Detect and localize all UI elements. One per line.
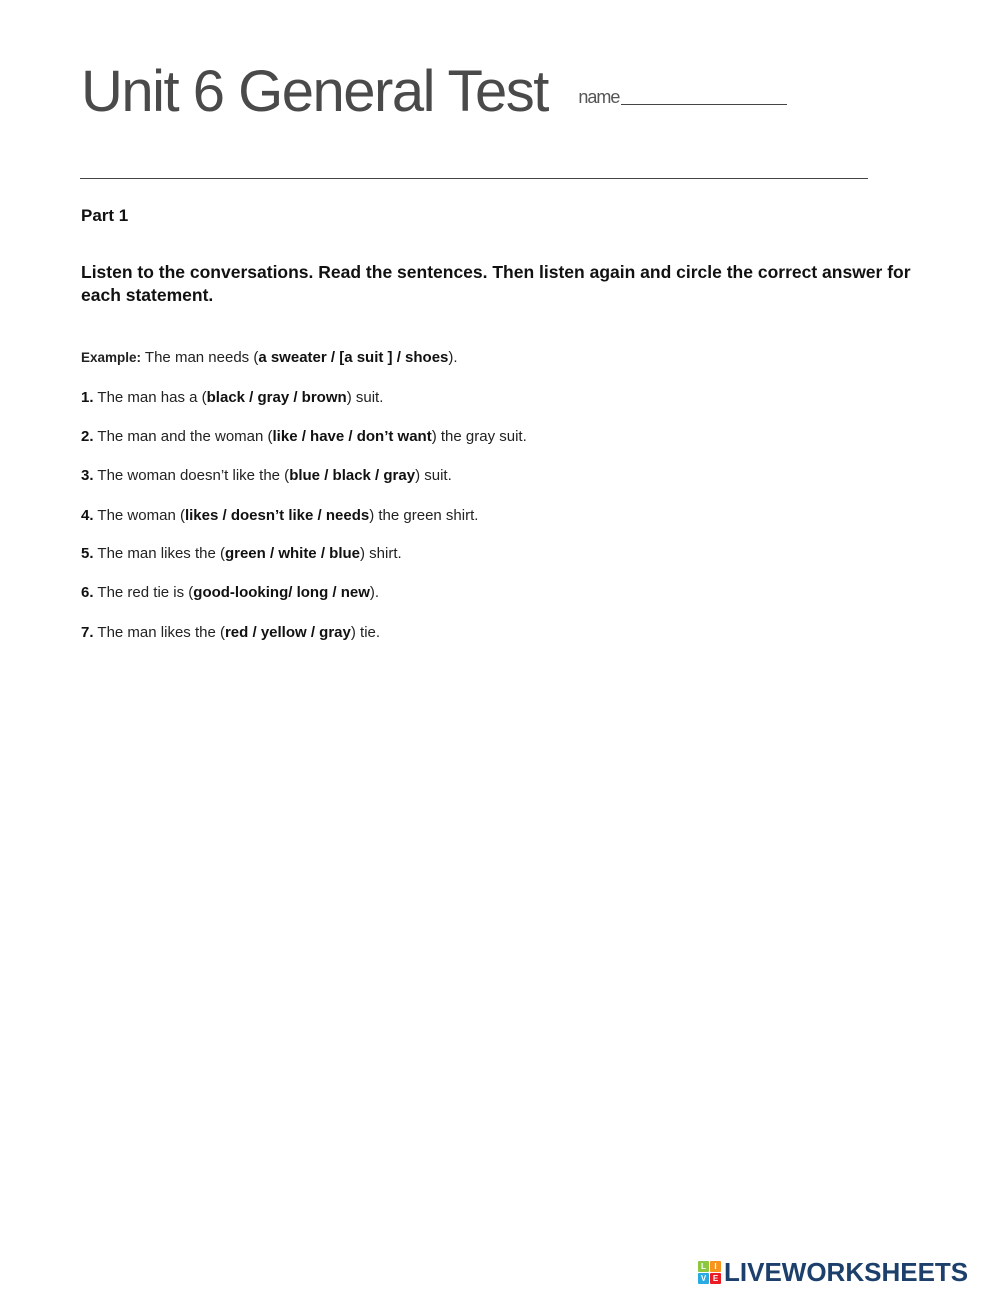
question-4 (81, 507, 478, 524)
logo-text: LIVEWORKSHEETS (724, 1256, 969, 1287)
question-number: 7. (81, 624, 94, 641)
example-sentence (81, 349, 458, 366)
question-post: ) tie. (350, 624, 381, 641)
question-3 (81, 467, 452, 484)
question-options[interactable]: green / white / blue (224, 545, 360, 562)
example-post: ). (448, 349, 458, 366)
question-pre: The red tie is ( (93, 584, 194, 601)
question-number: 5. (81, 545, 94, 562)
question-pre: The woman doesn’t like the ( (93, 467, 290, 484)
question-1 (81, 389, 383, 406)
question-number: 2. (81, 428, 94, 445)
question-6 (81, 584, 379, 601)
question-number: 6. (81, 584, 94, 601)
question-pre: The man and the woman ( (93, 428, 273, 445)
question-options[interactable]: blue / black / gray (289, 467, 416, 484)
question-number: 3. (81, 467, 94, 484)
question-options[interactable]: black / gray / brown (206, 389, 347, 406)
question-post: ) shirt. (360, 545, 402, 562)
logo-letter: V (698, 1273, 709, 1284)
title-row (81, 58, 787, 125)
question-post: ) the gray suit. (431, 428, 527, 445)
question-pre: The man likes the ( (93, 545, 225, 562)
question-options[interactable]: good-looking/ long / new (193, 584, 370, 601)
question-options[interactable]: red / yellow / gray (224, 624, 351, 641)
logo-icon (698, 1261, 721, 1284)
question-pre: The man has a ( (93, 389, 207, 406)
question-options[interactable]: like / have / don’t want (272, 428, 432, 445)
question-post: ). (369, 584, 380, 601)
instructions: Listen to the conversations. Read the sentences. Then listen again and circle the correct answer for each statement. (81, 262, 911, 305)
question-5 (81, 545, 402, 562)
page-title: Unit 6 General Test (81, 59, 548, 124)
question-2 (81, 428, 527, 445)
logo-letter: E (710, 1273, 721, 1284)
question-number: 1. (81, 389, 94, 406)
name-label: name (578, 87, 620, 107)
question-post: ) suit. (415, 467, 452, 484)
part-title: Part 1 (81, 206, 129, 225)
question-pre: The man likes the ( (93, 624, 225, 641)
logo-letter: I (710, 1261, 721, 1272)
question-7 (81, 624, 380, 641)
name-blank-line (621, 103, 787, 105)
example-pre: The man needs ( (141, 349, 259, 366)
question-number: 4. (81, 507, 94, 524)
example-label: Example: (81, 350, 142, 365)
liveworksheets-logo (698, 1257, 968, 1287)
question-pre: The woman ( (93, 507, 185, 524)
question-post: ) suit. (346, 389, 384, 406)
example-options: a sweater / [a suit ] / shoes (258, 349, 449, 366)
question-options[interactable]: likes / doesn’t like / needs (184, 507, 370, 524)
logo-letter: L (698, 1261, 709, 1272)
divider-line (80, 178, 868, 179)
question-post: ) the green shirt. (369, 507, 479, 524)
